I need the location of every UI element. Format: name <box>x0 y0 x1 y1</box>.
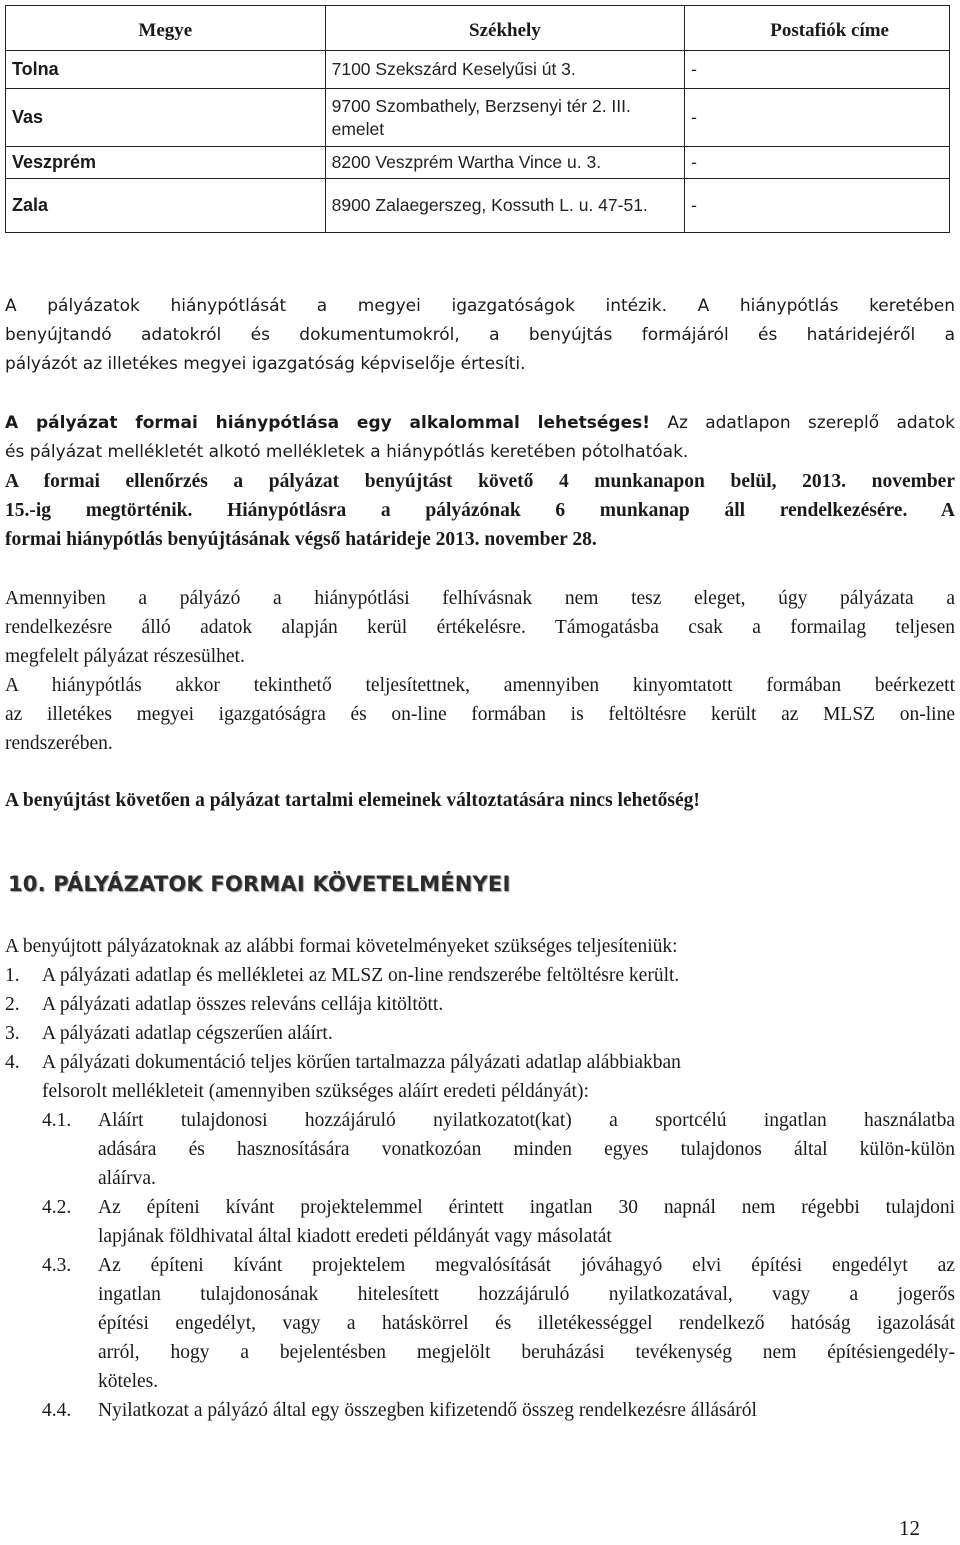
sublist-number: 4.2. <box>42 1197 72 1218</box>
text-line: A pályázati dokumentáció teljes körűen tartalmazza pályázati adatlap alábbiakban <box>42 1052 681 1073</box>
county-cell: Veszprém <box>6 147 326 179</box>
text-line: megfelelt pályázat részesülhet. <box>5 646 245 667</box>
table-row <box>6 147 950 179</box>
evaluation-paragraph <box>5 584 955 758</box>
text-line: felsorolt mellékleteit (amennyiben szükséges aláírt eredeti példányát): <box>42 1081 589 1102</box>
seat-cell: 8200 Veszprém Wartha Vince u. 3. <box>325 147 685 179</box>
list-item-text: A pályázati adatlap és mellékletei az MLSZ on-line rendszerébe feltöltésre került. <box>42 965 680 986</box>
text-line: A formai ellenőrzés a pályázat benyújtást követő 4 munkanapon belül, 2013. november <box>5 471 955 492</box>
text-line: ingatlan tulajdonosának hitelesített hozzájáruló nyilatkozatával, vagy a jogerős <box>98 1284 955 1305</box>
seat-cell: 8900 Zalaegerszeg, Kossuth L. u. 47-51. <box>325 179 685 233</box>
no-change-notice: A benyújtást követően a pályázat tartalmi elemeinek változtatására nincs lehetőség! <box>5 790 700 811</box>
text-line: arról, hogy a bejelentésben megjelölt beruházási tevékenység nem építésiengedély- <box>98 1342 955 1363</box>
sublist-item-text <box>98 1396 955 1425</box>
text-line: aláírva. <box>98 1168 156 1189</box>
county-office-table <box>5 5 950 233</box>
table-row <box>6 51 950 89</box>
text-line: köteles. <box>98 1371 159 1392</box>
text-line: az illetékes megyei igazgatóságra és on-line formában is feltöltésre került az MLSZ on-line <box>5 704 955 725</box>
text-line: rendszerében. <box>5 733 113 754</box>
text-line: lapjának földhivatal által kiadott eredeti példányát vagy másolatát <box>98 1226 612 1247</box>
text-line: rendelkezésre álló adatok alapján kerül értékelésre. Támogatásba csak a formailag teljesen <box>5 617 955 638</box>
county-cell: Zala <box>6 179 326 233</box>
table-row <box>6 179 950 233</box>
text-line: Az építeni kívánt projektelem megvalósítását jóváhagyó elvi építési engedélyt az <box>98 1255 955 1276</box>
text-line: és pályázat mellékletét alkotó mellékletek a hiánypótlás keretében pótolhatóak. <box>5 442 689 462</box>
column-header-seat: Székhely <box>325 6 685 51</box>
deficiency-handling-paragraph <box>5 292 955 379</box>
list-number: 2. <box>5 994 20 1015</box>
text-line: adására és hasznosítására vonatkozóan minden egyes tulajdonos által külön-külön <box>98 1139 955 1160</box>
text-line: benyújtandó adatokról és dokumentumokról, a benyújtás formájáról és határidejéről a <box>5 325 955 345</box>
section-heading: 10. PÁLYÁZATOK FORMAI KÖVETELMÉNYEI <box>8 872 511 896</box>
sublist-item-text <box>98 1251 955 1396</box>
column-header-county: Megye <box>6 6 326 51</box>
requirements-intro: A benyújtott pályázatoknak az alábbi formai követelményeket szükséges teljesíteniük: <box>5 936 678 957</box>
page-number: 12 <box>899 1516 920 1540</box>
text-line <box>5 409 955 438</box>
list-item-text <box>42 1048 955 1106</box>
text-line: A hiánypótlás akkor tekinthető teljesítettnek, amennyiben kinyomtatott formában beérkezett <box>5 675 955 696</box>
table-header-row <box>6 6 950 51</box>
list-item-text: A pályázati adatlap összes releváns cellája kitöltött. <box>42 994 444 1015</box>
list-number: 4. <box>5 1052 20 1073</box>
text-line: Nyilatkozat a pályázó által egy összegben kifizetendő összeg rendelkezésre állásáról <box>98 1400 757 1421</box>
text-line: Amennyiben a pályázó a hiánypótlási felhívásnak nem tesz eleget, úgy pályázata a <box>5 588 955 609</box>
po-box-cell: - <box>685 147 950 179</box>
county-cell: Vas <box>6 89 326 147</box>
seat-cell: 9700 Szombathely, Berzsenyi tér 2. III. emelet <box>325 89 685 147</box>
po-box-cell: - <box>685 89 950 147</box>
text-line: Az építeni kívánt projektelemmel érintett ingatlan 30 napnál nem régebbi tulajdoni <box>98 1197 955 1218</box>
text-line: 15.-ig megtörténik. Hiánypótlásra a pályázónak 6 munkanap áll rendelkezésére. A <box>5 500 955 521</box>
list-number: 1. <box>5 965 20 986</box>
formal-check-deadline-paragraph <box>5 467 955 554</box>
list-number: 3. <box>5 1023 20 1044</box>
county-cell: Tolna <box>6 51 326 89</box>
formal-deficiency-paragraph <box>5 409 955 467</box>
sublist-number: 4.4. <box>42 1400 72 1421</box>
seat-cell: 7100 Szekszárd Keselyűsi út 3. <box>325 51 685 89</box>
list-item-text: A pályázati adatlap cégszerűen aláírt. <box>42 1023 333 1044</box>
text-line: pályázót az illetékes megyei igazgatóság képviselője értesíti. <box>5 354 526 374</box>
column-header-po-box: Postafiók címe <box>685 6 950 51</box>
text-line: Aláírt tulajdonosi hozzájáruló nyilatkozatot(kat) a sportcélú ingatlan használatba <box>98 1110 955 1131</box>
sublist-item-text <box>98 1106 955 1193</box>
table-row <box>6 89 950 147</box>
sublist-item-text <box>98 1193 955 1251</box>
bold-notice: A pályázat formai hiánypótlása egy alkalommal lehetséges! <box>5 413 651 433</box>
text-span: Az adatlapon szereplő adatok <box>650 413 955 433</box>
text-line: A pályázatok hiánypótlását a megyei igazgatóságok intézik. A hiánypótlás keretében <box>5 296 955 316</box>
po-box-cell: - <box>685 179 950 233</box>
text-line: formai hiánypótlás benyújtásának végső határideje 2013. november 28. <box>5 529 597 550</box>
sublist-number: 4.3. <box>42 1255 72 1276</box>
po-box-cell: - <box>685 51 950 89</box>
text-line: építési engedélyt, vagy a hatáskörrel és illetékességgel rendelkező hatóság igazolását <box>98 1313 955 1334</box>
sublist-number: 4.1. <box>42 1110 72 1131</box>
